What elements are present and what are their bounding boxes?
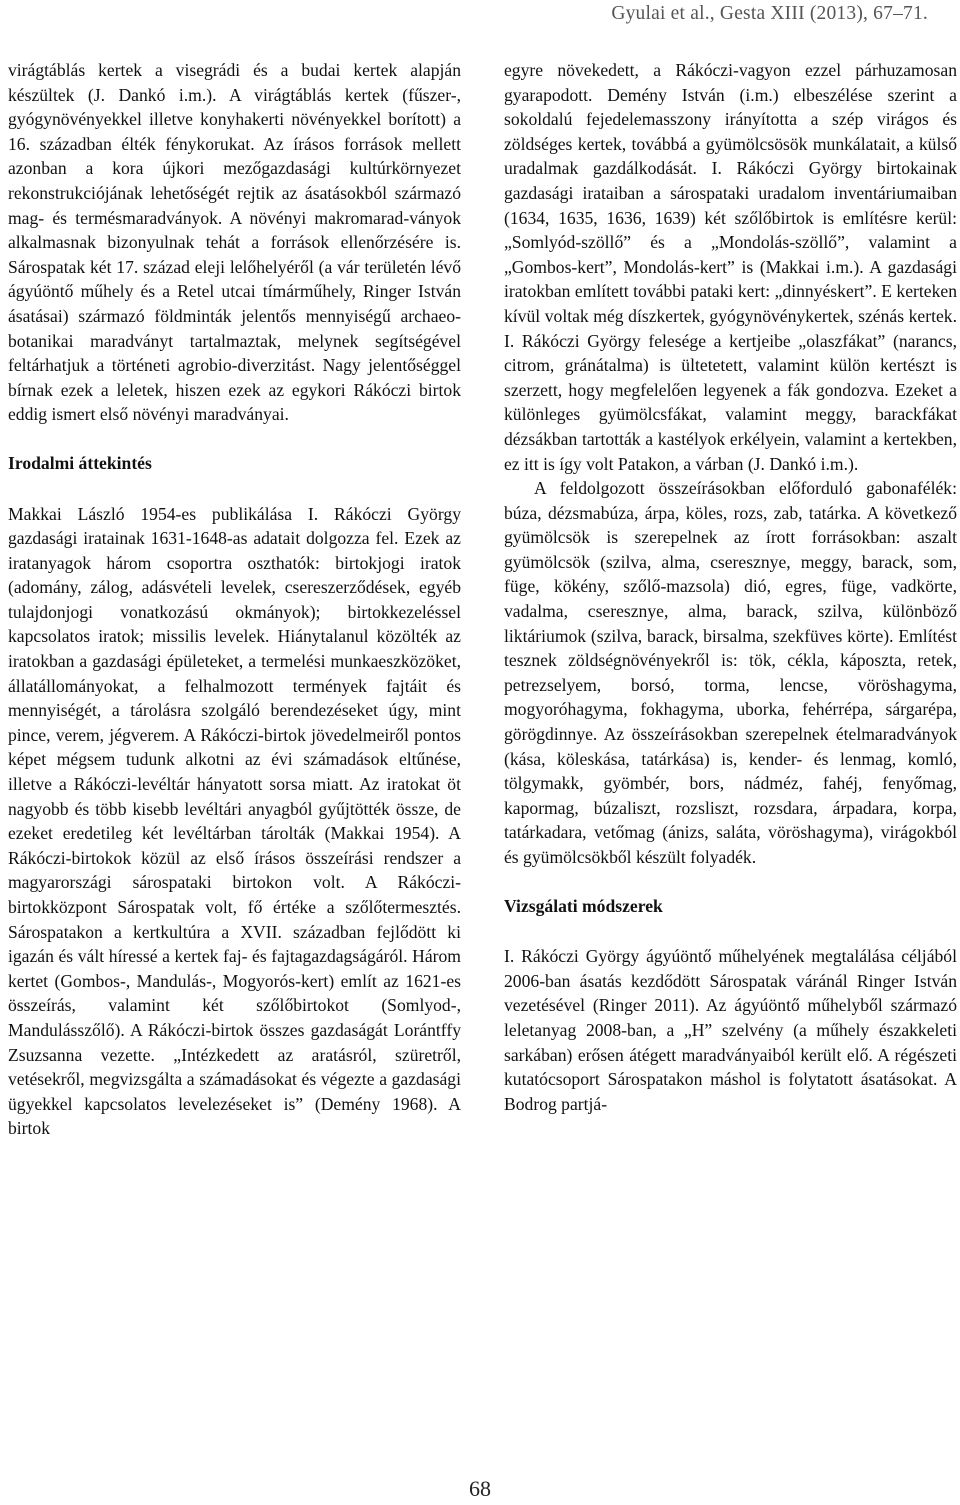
spacer bbox=[504, 918, 957, 944]
page-number: 68 bbox=[469, 1476, 491, 1501]
left-column bbox=[8, 58, 461, 1141]
intro-paragraph: virágtáblás kertek a visegrádi és a budai kertek alapján készültek (J. Dankó i.m.). A virágtáblás kertek (fűszer-, gyógynövényekkel illetve konyhakerti növényekkel borított) a 16. században élték fénykorukat. Az írásos források mellett azonban a kora újkori mezőgazdasági kultúrkörnyezet rekonstrukciójának lehetőségét rejtik az ásatásokból származó mag- és termésmaradványok. A növényi makromarad-ványok alkalmasnak bizonyulnak tehát a források ellenőrzésére is. Sárospatak két 17. század eleji lelőhelyéről (a vár területén lévő ágyúöntő műhely és a Retel utcai tímárműhely, Ringer István ásatásai) származó földminták jelentős mennyiségű archaeo-botanikai maradványt tartalmaztak, melynek segítségével feltárhatjuk a történeti agrobio-diverzitást. Nagy jelentőséggel bírnak ezek a leletek, hiszen ezek az egykori Rákóczi birtok eddig ismert első növényi maradványai. bbox=[8, 60, 461, 425]
literature-paragraph: Makkai László 1954-es publikálása I. Rákóczi György gazdasági iratainak 1631-1648-as adatait dolgozza fel. Ezek az iratanyagok három csoportra oszthatók: birtokjogi iratok (adomány, zálog, adásvételi levelek, csereszerződések, egyéb tulajdonjogi vonatkozású okmányok); birtokkezeléssel kapcsolatos iratok; missilis levelek. Hiánytalanul közölték az iratokban a gazdasági épületeket, a termelési munkaeszközöket, állatállományokat, a felhalmozott termények fajtáit és mennyiségét, a tárolásra szolgáló berendezéseket úgy, mint pince, verem, jégverem. A Rákóczi-birtok jövedelmeiről pontos képet mégsem tudunk alkotni az évi számadások eltűnése, illetve a Rákóczi-levéltár hányatott sorsa miatt. Az iratokat öt nagyobb és több kisebb levéltári anyagból gyűjtötték össze, de ezeket eredetileg két levéltárban tárolták (Makkai 1954). A Rákóczi-birtokok közül az első írásos összeírási rendszer a magyarországi sárospataki birtokon volt. A Rákóczi-birtokközpont Sárospatak volt, fő értéke a szőlőtermesztés. Sárospatakon a kertkultúra a XVII. században fejlődött ki igazán és vált híressé a kertek faj- és fajtagazdagságáról. Három kertet (Gombos-, Mandulás-, Mogyorós-kert) említ az 1621-es összeírás, valamint két szőlőbirtokot (Somlyod-, Mandulásszőlő). A Rákóczi-birtok összes gazdaságát Lorántffy Zsuzsanna vezette. „Intézkedett az aratásról, szüretről, vetésekről, megvizsgálta a számadásokat és végezte a gazdasági ügyekkel kapcsolatos levelezéseket is” (Demény 1968). A birtok bbox=[8, 503, 461, 1139]
spacer bbox=[504, 870, 957, 894]
crops-paragraph: A feldolgozott összeírásokban előforduló gabonafélék: búza, dézsmabúza, árpa, köles, rozs, zab, tatárka. A következő gyümölcsök is szerepelnek az írott forrásokban: aszalt gyümölcsök (szilva, alma, cseresznye, meggy, barack, som, füge, kökény, szőlő-mazsola) dió, egres, füge, vadkörte, vadalma, cseresznye, alma, barack, szilva, különböző liktáriumok (szilva, barack, birsalma, szekfüves körte). Említést tesznek zöldségnövényekről is: tök, cékla, káposzta, retek, petrezselyem, borsó, torma, lencse, vöröshagyma, mogyoróhagyma, fokhagyma, uborka, fehérrépa, sárgarépa, görögdinnye. Az összeírásokban szerepelnek ételmaradványok (kása, köleskása, tatárkása) is, kender- és lenmag, komló, tölgymakk, gyömbér, bors, nádméz, fahéj, fenyőmag, kapormag, búzaliszt, rozsliszt, rozsdara, árpadara, korpa, tatárkadara, vetőmag (ánizs, saláta, vöröshagyma), virágokból és gyümölcsökből készült folyadék. bbox=[504, 478, 957, 867]
right-column bbox=[504, 58, 957, 1116]
methods-paragraph: I. Rákóczi György ágyúöntő műhelyének megtalálása céljából 2006-ban ásatás kezdődött Sárospatak váránál Ringer István vezetésével (Ringer 2011). Az ágyúöntő műhelyből származó leletanyag 2008-ban, a „H” szelvény (a műhely északkeleti sarkában) erősen átégett maradványaiból került elő. A régészeti kutatócsoport Sárospatakon máshol is folytatott ásatásokat. A Bodrog partjá- bbox=[504, 946, 957, 1114]
spacer bbox=[8, 427, 461, 451]
running-head: Gyulai et al., Gesta XIII (2013), 67–71. bbox=[611, 3, 928, 24]
section-heading-methods: Vizsgálati módszerek bbox=[504, 895, 663, 916]
continuation-paragraph: egyre növekedett, a Rákóczi-vagyon ezzel párhuzamosan gyarapodott. Demény István (i.m.) elbeszélése szerint a sokoldalú fejedelemasszony irányította a szép virágos és zöldséges kertek, továbbá a gyümölcsösök munkálatait, a külső uradalmak gazdálkodását. I. Rákóczi György birtokainak gazdasági irataiban a sárospataki uradalom inventáriumaiban (1634, 1635, 1636, 1639) két szőlőbirtok is említésre kerül: „Somlyód-szöllő” és a „Mondolás-szöllő”, valamint a „Gombos-kert”, Mondolás-kert” is (Makkai i.m.). A gazdasági iratokban említett további pataki kert: „dinnyéskert”. E kerteken kívül voltak még díszkertek, gyógynövénykertek, szénás kertek. I. Rákóczi György felesége a kertjeibe „olaszfákat” (narancs, citrom, gránátalma) is ültetetett, valamint külön kertészt is szerzett, hogy megfelelően legyenek a fák gondozva. Ezeket a különleges gyümölcsfákat, valamint meggy, barackfákat dézsákban tartották a kastélyok erkélyein, valamint a kertekben, ez itt is így volt Patakon, a várban (J. Dankó i.m.). bbox=[504, 60, 957, 474]
spacer bbox=[8, 476, 461, 502]
section-heading-literature: Irodalmi áttekintés bbox=[8, 452, 152, 473]
